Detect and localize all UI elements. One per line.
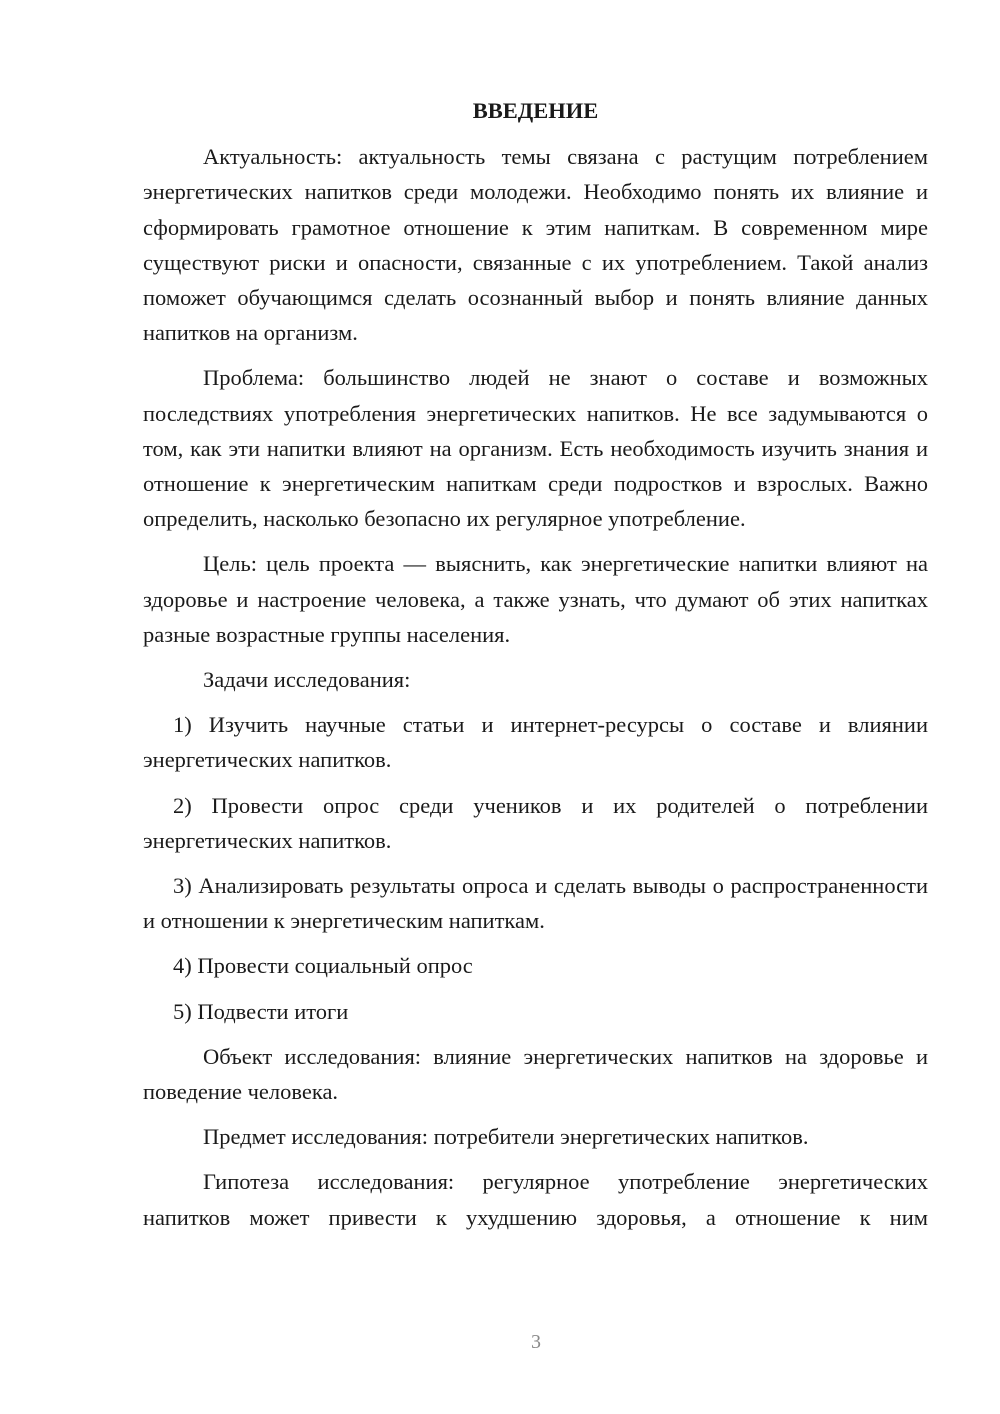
task-item-5: 5) Подвести итоги (173, 998, 349, 1024)
document-body (143, 93, 928, 1245)
paragraph-relevance: Актуальность: актуальность темы связана с растущим потреблением энергетических напитков среди молодежи. Необходимо понять их влияние и сформировать грамотное отношение к этим напиткам. В современном мире существуют риски и опасности, связанные с их употреблением. Такой анализ поможет обучающимся сделать осознанный выбор и понять влияние данных напитков на организм. (143, 144, 928, 346)
page-number: 3 (531, 1331, 541, 1353)
paragraph-tasks-heading: Задачи исследования: (203, 667, 411, 693)
task-item-2: 2) Провести опрос среди учеников и их родителей о потреблении энергетических напитков. (143, 792, 928, 853)
paragraph-hypothesis: Гипотеза исследования: регулярное употребление энергетических напитков может привести к ухудшению здоровья, а отношение к ним (143, 1169, 928, 1230)
task-item-1: 1) Изучить научные статьи и интернет-ресурсы о составе и влиянии энергетических напитков. (143, 712, 928, 773)
paragraph-goal: Цель: цель проекта — выяснить, как энергетические напитки влияют на здоровье и настроение человека, а также узнать, что думают об этих напитках разные возрастные группы населения. (143, 551, 928, 647)
task-item-3: 3) Анализировать результаты опроса и сделать выводы о распространенности и отношении к энергетическим напиткам. (143, 873, 928, 934)
section-title: ВВЕДЕНИЕ (472, 98, 599, 123)
paragraph-object: Объект исследования: влияние энергетических напитков на здоровье и поведение человека. (143, 1043, 928, 1105)
task-item-4: 4) Провести социальный опрос (173, 953, 473, 979)
paragraph-problem: Проблема: большинство людей не знают о составе и возможных последствиях употребления энергетических напитков. Не все задумываются о том, как эти напитки влияют на организм. Есть необходимость изучить знания и отношение к энергетическим напиткам среди подростков и взрослых. Важно определить, насколько безопасно их регулярное употребление. (143, 365, 928, 532)
paragraph-subject: Предмет исследования: потребители энергетических напитков. (203, 1124, 809, 1150)
